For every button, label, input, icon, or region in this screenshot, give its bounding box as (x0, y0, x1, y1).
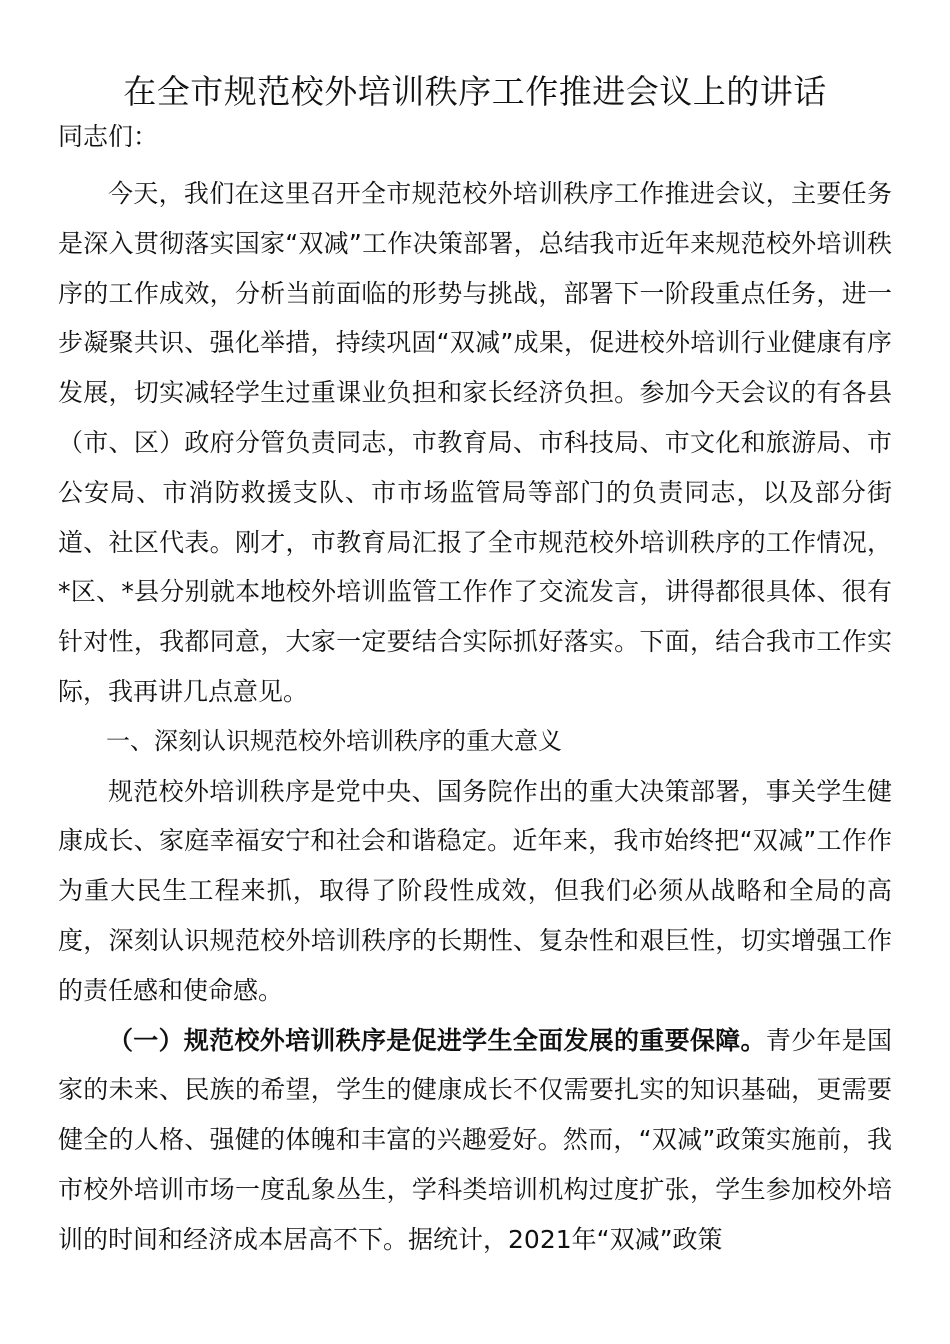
subsection-1-paragraph (58, 1016, 892, 1265)
section-heading-1: 一、深刻认识规范校外培训秩序的重大意义 (106, 726, 562, 755)
section-1-paragraph: 规范校外培训秩序是党中央、国务院作出的重大决策部署，事关学生健康成长、家庭幸福安宁和社会和谐稳定。近年来，我市始终把“双减”工作作为重大民生工程来抓，取得了阶段性成效，但我们必须从战略和全局的高度，深刻认识规范校外培训秩序的长期性、复杂性和艰巨性，切实增强工作的责任感和使命感。 (58, 776, 892, 1005)
salutation: 同志们： (58, 122, 159, 151)
intro-paragraph: 今天，我们在这里召开全市规范校外培训秩序工作推进会议，主要任务是深入贯彻落实国家“双减”工作决策部署，总结我市近年来规范校外培训秩序的工作成效，分析当前面临的形势与挑战，部署下一阶段重点任务，进一步凝聚共识、强化举措，持续巩固“双减”成果，促进校外培训行业健康有序发展，切实减轻学生过重课业负担和家长经济负担。参加今天会议的有各县（市、区）政府分管负责同志，市教育局、市科技局、市文化和旅游局、市公安局、市消防救援支队、市市场监管局等部门的负责同志，以及部分街道、社区代表。刚才，市教育局汇报了全市规范校外培训秩序的工作情况，*区、*县分别就本地校外培训监管工作作了交流发言，讲得都很具体、很有针对性，我都同意，大家一定要结合实际抓好落实。下面，结合我市工作实际，我再讲几点意见。 (58, 179, 892, 706)
document-page (58, 62, 892, 1265)
subsection-heading-1: （一）规范校外培训秩序是促进学生全面发展的重要保障。 (108, 1025, 766, 1055)
document-title: 在全市规范校外培训秩序工作推进会议上的讲话 (123, 72, 827, 111)
subsection-1-text: 青少年是国家的未来、民族的希望，学生的健康成长不仅需要扎实的知识基础，更需要健全的人格、强健的体魄和丰富的兴趣爱好。然而，“双减”政策实施前，我市校外培训市场一度乱象丛生，学科类培训机构过度扩张，学生参加校外培训的时间和经济成本居高不下。据统计，2021年“双减”政策 (58, 1025, 892, 1254)
